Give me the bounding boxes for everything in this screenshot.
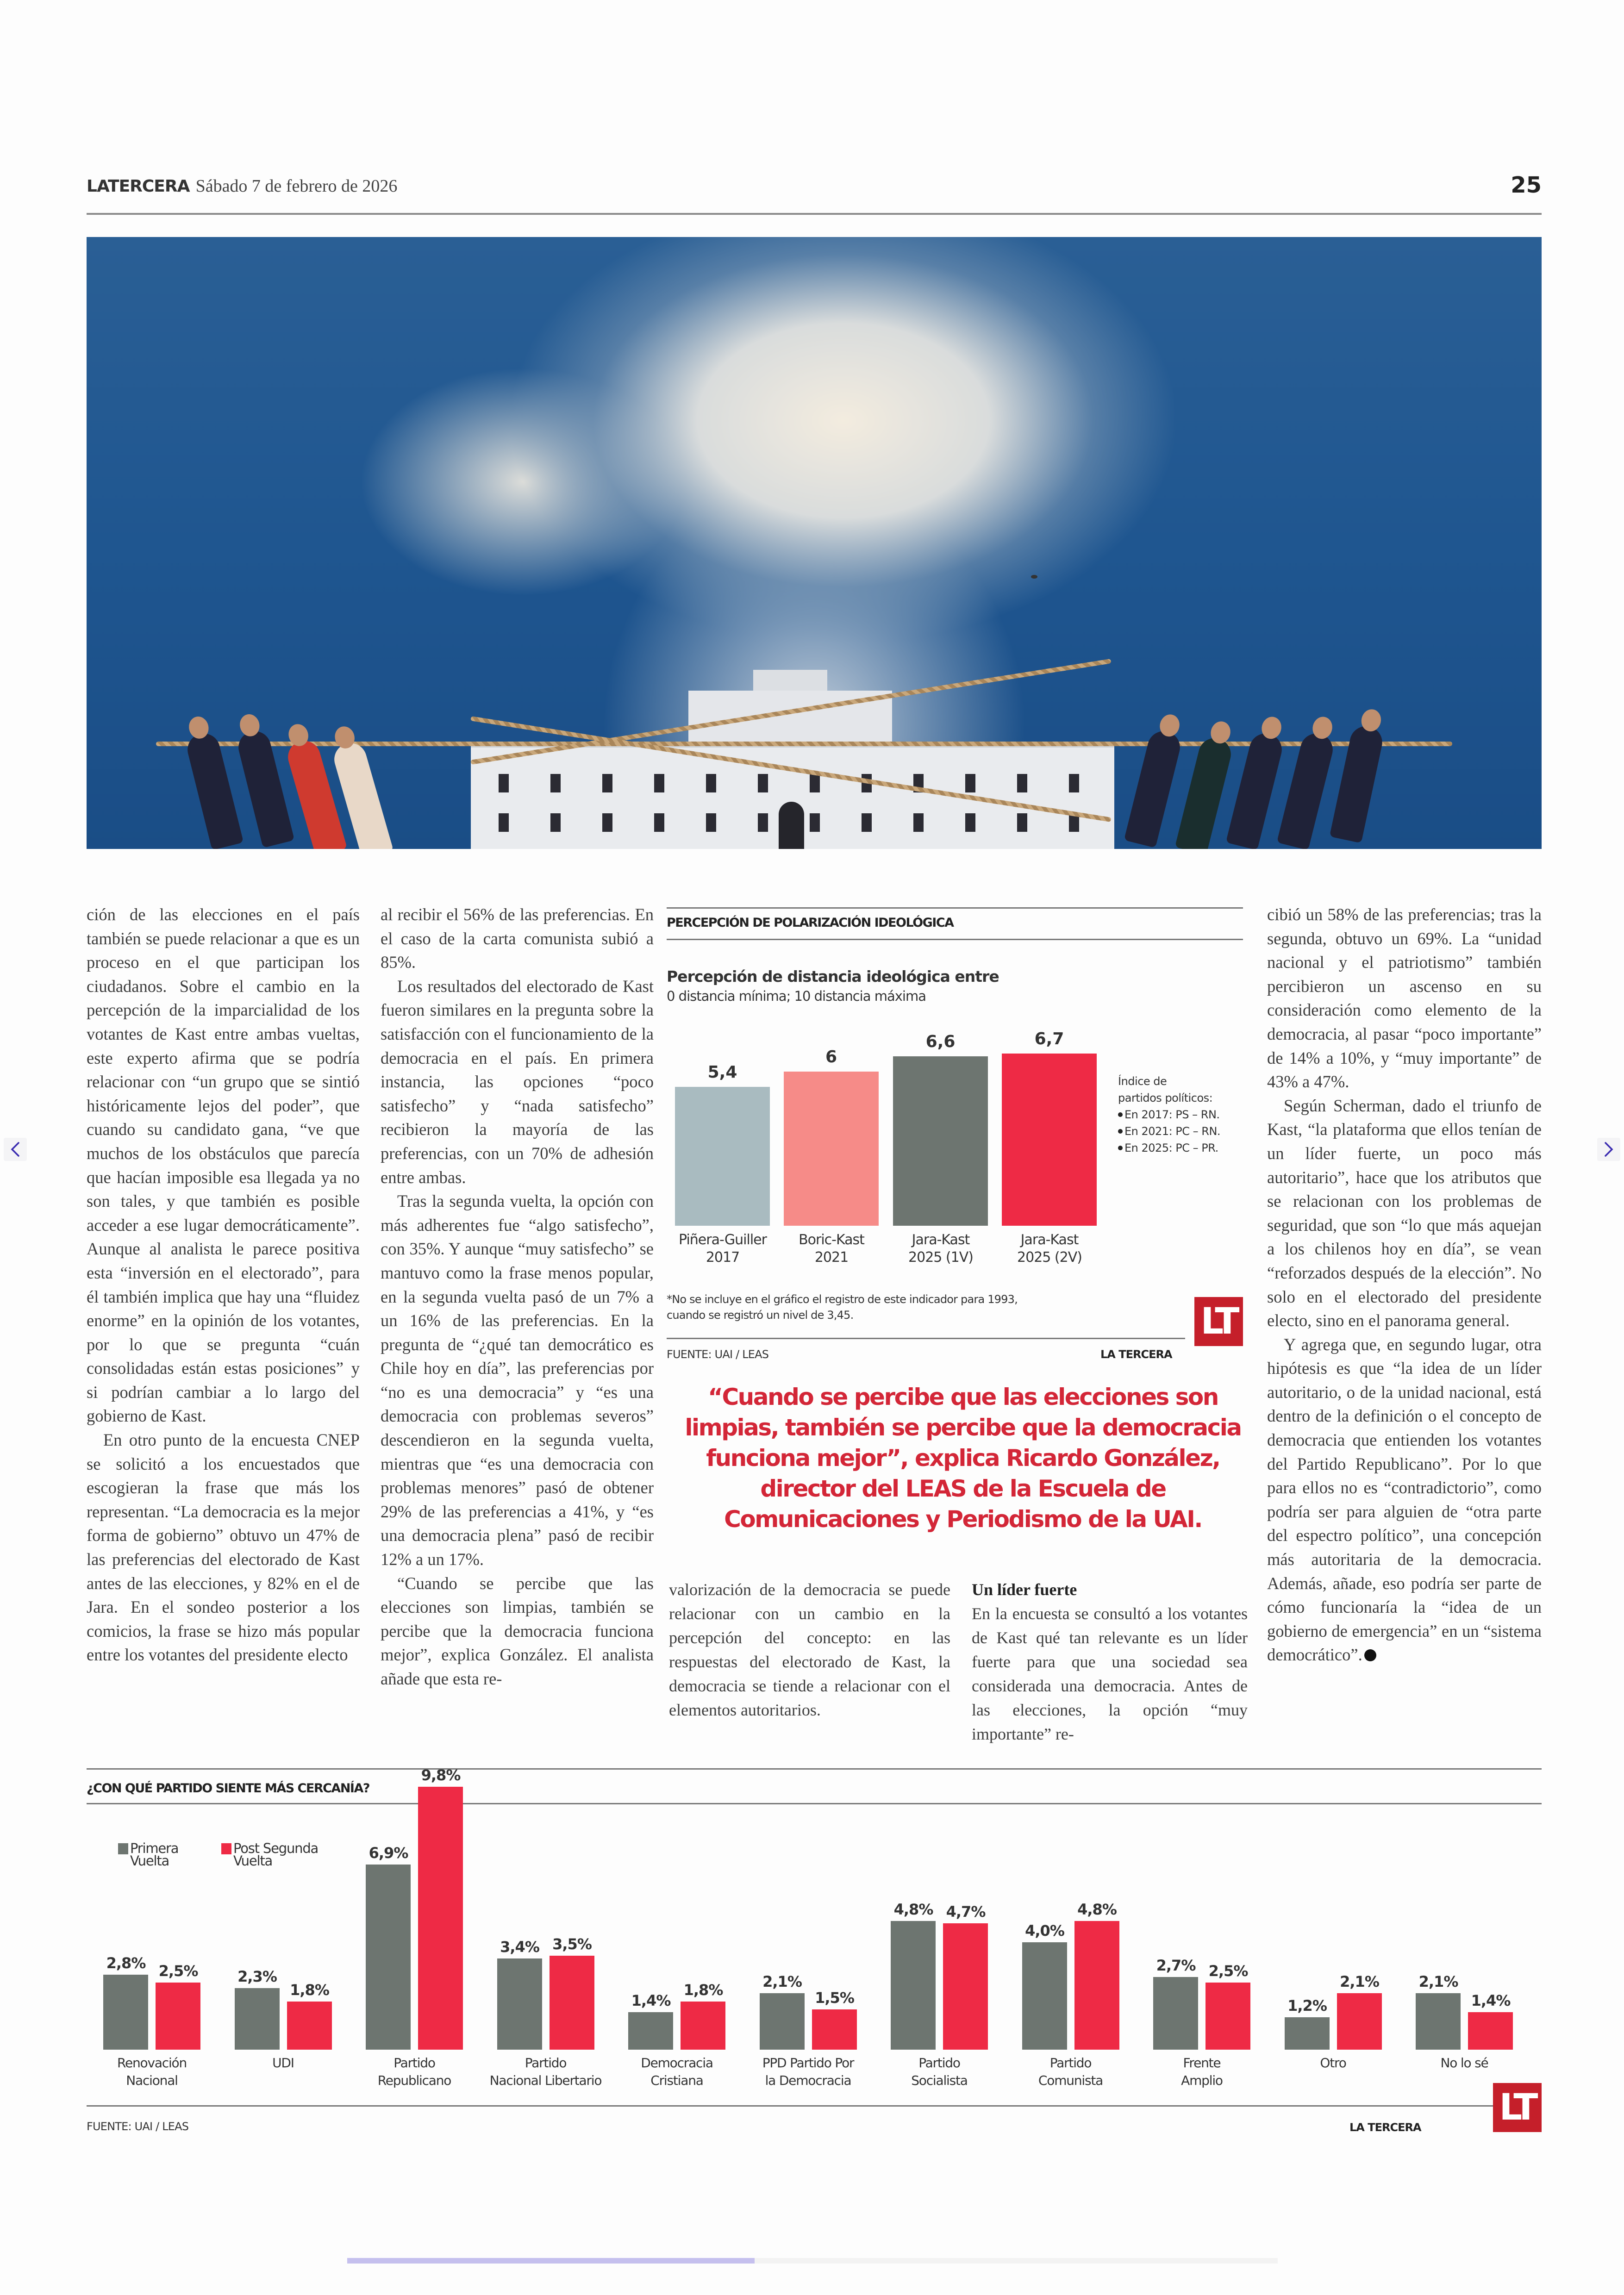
chart-title-rule: [667, 939, 1243, 940]
category-label: Partido Socialista: [911, 2055, 968, 2088]
page-number: 25: [1511, 172, 1542, 198]
article-paragraph: ción de las elecciones en el país también se puede relacionar a que es un proceso en el que participan los ciudadanos. Sobre el cambio en la percepción de la imparcialidad de los votantes de Kast entre ambas vueltas, este experto afirma que se podría relacionar con “un grupo que se sintió históricamente lejos del poder”, que cuando su candidato gana, “ve que muchos de los obstáculos que parecía que hacían imposible esa llegada ya no son tales, y que también es posible acceder a ese lugar democráticamente”. Aunque al analista le parece positiva esta “inversión en el electorado”, para él también implica que hay una “fluidez enorme” en la opinión de los votantes, por lo que se pregunta “cuán consolidadas están estas posiciones” y si podrían cambiar a lo largo del gobierno de Kast.: [87, 905, 360, 1426]
category-label: PPD Partido Por la Democracia: [762, 2055, 854, 2088]
legend-title-line: partidos políticos:: [1118, 1091, 1213, 1104]
category-label: No lo sé: [1440, 2055, 1488, 2070]
left-team: [198, 709, 457, 849]
bullet-icon: [1118, 1112, 1123, 1117]
bar-value-label: 2,5%: [1208, 1962, 1248, 1980]
section-subheading: Un líder fuerte: [972, 1580, 1077, 1599]
article-column-4: [972, 1578, 1248, 1746]
bar-primera-vuelta: [235, 1988, 280, 2050]
category-label: Renovación Nacional: [117, 2055, 187, 2088]
category-label: Partido Republicano: [377, 2055, 451, 2088]
chart-bar: [893, 1056, 988, 1226]
bar-post-segunda-vuelta: [418, 1787, 463, 2050]
article-paragraph: valorización de la democracia se puede relacionar con un cambio en la percepción del concepto: en las respuestas del electorado de Kast, la democracia se tiende a relacionar con el elementos autoritarios.: [669, 1580, 950, 1719]
hero-image: [87, 237, 1542, 849]
legend-swatch-gray: [118, 1843, 128, 1854]
chart-legend: [1118, 1073, 1220, 1156]
palace-dome: [753, 670, 827, 693]
bar-primera-vuelta: [628, 2012, 673, 2050]
bar-value-label: 9,8%: [421, 1766, 461, 1784]
bar-primera-vuelta: [103, 1975, 148, 2050]
bar-value-label: 3,5%: [552, 1935, 592, 1953]
next-page-button[interactable]: [1597, 1138, 1620, 1161]
bar-value-label: 6,7: [1034, 1029, 1064, 1048]
bar-post-segunda-vuelta: [1206, 1983, 1250, 2050]
article-paragraph: En la encuesta se consultó a los votantes de Kast qué tan relevante es un líder fuerte para que una sociedad sea considerada una democracia. Antes de las elecciones, la opción “muy importante” re-: [972, 1604, 1248, 1743]
bar-category-label: Jara-Kast 2025 (1V): [908, 1232, 973, 1266]
category-label: UDI: [272, 2055, 294, 2070]
bullet-icon: [1118, 1146, 1123, 1150]
chart-top-rule: [667, 907, 1243, 909]
legend-item: En 2021: PC – RN.: [1118, 1123, 1220, 1140]
polarization-chart: [667, 903, 1245, 1370]
chart-credit: LA TERCERA: [1100, 1348, 1172, 1361]
end-of-article-icon: [1364, 1649, 1376, 1661]
chart-top-rule: [87, 1768, 1542, 1770]
bar-post-segunda-vuelta: [1337, 1993, 1382, 2050]
bar-value-label: 6,9%: [369, 1844, 408, 1862]
category-label: Democracia Cristiana: [641, 2055, 713, 2088]
legend-swatch-red: [221, 1843, 231, 1854]
pull-quote: “Cuando se percibe que las elecciones son limpias, también se percibe que la democracia funciona mejor”, explica Ricardo González, director del LEAS de la Escuela de Comunicaciones y Periodismo de la UAI.: [685, 1384, 1241, 1533]
bar-value-label: 2,7%: [1156, 1957, 1196, 1974]
previous-page-button[interactable]: [4, 1138, 27, 1161]
palace-door: [779, 802, 804, 849]
bar-value-label: 2,1%: [1418, 1973, 1458, 1990]
legend-title-line: Índice de: [1118, 1075, 1167, 1088]
legend-item: En 2017: PS – RN.: [1118, 1106, 1220, 1123]
chart-scale-note: 0 distancia mínima; 10 distancia máxima: [667, 988, 926, 1004]
article-paragraph: En otro punto de la encuesta CNEP se solicitó a los encuestados que escogieran la frase que más los representan. “La democracia es la mejor forma de gobierno” obtuvo un 47% de las preferencias del electorado de Kast antes de las elecciones, y 82% en el de Jara. En el sondeo posterior a los comicios, la frase se hizo más popular entre los votantes del presidente electo: [87, 1430, 360, 1665]
bar-primera-vuelta: [891, 1921, 936, 2050]
bar-primera-vuelta: [1022, 1942, 1067, 2050]
bar-value-label: 1,4%: [1471, 1992, 1511, 2009]
chart-credit: LA TERCERA: [1349, 2121, 1421, 2134]
category-label: Frente Amplio: [1181, 2055, 1223, 2088]
bar-primera-vuelta: [1153, 1977, 1198, 2050]
la-tercera-logo: LT: [1493, 2083, 1542, 2132]
bar-primera-vuelta: [760, 1993, 805, 2050]
bar-value-label: 1,8%: [290, 1981, 329, 1999]
chart-bottom-rule: [667, 1338, 1185, 1339]
bar-value-label: 2,1%: [762, 1973, 802, 1990]
bar-value-label: 2,5%: [158, 1962, 198, 1980]
chevron-right-icon: [1603, 1141, 1615, 1158]
bar-post-segunda-vuelta: [1468, 2012, 1513, 2050]
article-paragraph: Los resultados del electorado de Kast fueron similares en la pregunta sobre la satisfacción con el funcionamiento de la democracia en el país. En primera instancia, las opciones “poco satisfecho” y “nada satisfecho” recibieron la mayoría de las preferencias, con un 70% de adhesión entre ambas.: [381, 976, 654, 1187]
bar-post-segunda-vuelta: [550, 1956, 594, 2050]
bar-category-label: Jara-Kast 2025 (2V): [1017, 1232, 1082, 1266]
article-column-5: [1267, 903, 1542, 1667]
horizontal-scrollbar[interactable]: [347, 2258, 1278, 2264]
chart-source: FUENTE: UAI / LEAS: [87, 2120, 189, 2133]
bar-value-label: 3,4%: [500, 1938, 539, 1956]
bar-value-label: 1,2%: [1287, 1997, 1327, 2014]
chart-bottom-rule: [87, 2105, 1499, 2107]
bar-post-segunda-vuelta: [681, 2002, 725, 2050]
bar-post-segunda-vuelta: [1074, 1921, 1119, 2050]
bar-post-segunda-vuelta: [156, 1983, 200, 2050]
bird-shape: [1031, 575, 1037, 579]
chart-bar: [784, 1072, 879, 1226]
article-column-2: [381, 903, 654, 1691]
bar-value-label: 6,6: [925, 1032, 956, 1051]
bar-value-label: 4,0%: [1025, 1922, 1064, 1940]
bar-primera-vuelta: [497, 1958, 542, 2050]
page-header: [87, 172, 1542, 213]
article-paragraph: Tras la segunda vuelta, la opción con más adherentes fue “algo satisfecho”, con 35%. Y aunque “muy satisfecho” se mantuvo como la frase menos popular, en la segunda vuelta pasó de un 7% a un 16% de las preferencias. En la pregunta de “¿qué tan democrático es Chile hoy en día”, las preferencias por “no es una democracia” y “es una democracia con problemas severos” descendieron en la segunda vuelta, mientras que “es una democracia con problemas menores” pasó de obtener 29% de las preferencias a 41%, y “es una democracia plena” pasó de recibir 12% a un 17%.: [381, 1191, 654, 1569]
bar-value-label: 1,8%: [683, 1981, 723, 1999]
chart-subtitle: Percepción de distancia ideológica entre: [667, 967, 999, 985]
article-paragraph: Según Scherman, dado el triunfo de Kast, “la plataforma que ellos tenían de un líder fuerte, un poco más autoritario”, hace que los atributos que se relacionan con los problemas de seguridad, que son “lo que más aquejan a los chilenos hoy en día”, se vean “reforzados después de la elección”. No solo en el electorado del presidente electo, sino en el panorama general.: [1267, 1096, 1542, 1330]
article-column-1: [87, 903, 360, 1667]
category-label: Partido Nacional Libertario: [489, 2055, 602, 2088]
bar-value-label: 1,5%: [815, 1989, 854, 2007]
chart-title-rule: [87, 1803, 1542, 1804]
palace-windows-row: [480, 774, 1105, 792]
bar-post-segunda-vuelta: [287, 2002, 332, 2050]
chevron-left-icon: [9, 1141, 21, 1158]
chart-footnote: *No se incluye en el gráfico el registro de este indicador para 1993, cuando se registró un nivel de 3,45.: [667, 1293, 1018, 1322]
bar-value-label: 4,8%: [1077, 1901, 1117, 1918]
bar-primera-vuelta: [1285, 2017, 1330, 2050]
category-label: Partido Comunista: [1038, 2055, 1103, 2088]
scrollbar-thumb[interactable]: [347, 2258, 755, 2264]
bar-post-segunda-vuelta: [943, 1923, 988, 2050]
bar-primera-vuelta: [1416, 1993, 1461, 2050]
article-paragraph: al recibir el 56% de las preferencias. En el caso de la carta comunista subió a 85%.: [381, 905, 654, 972]
la-tercera-logo: LT: [1194, 1297, 1243, 1346]
chart-bar: [675, 1087, 770, 1226]
article-paragraph: “Cuando se percibe que las elecciones son limpias, también se percibe que la democracia funciona mejor”, explica González. El analista añade que esta re-: [381, 1573, 654, 1688]
bar-value-label: 2,3%: [237, 1968, 277, 1985]
bullet-icon: [1118, 1129, 1123, 1134]
bar-post-segunda-vuelta: [812, 2009, 857, 2050]
bar-value-label: 2,1%: [1340, 1973, 1379, 1990]
article-paragraph: cibió un 58% de las preferencias; tras la segunda, obtuvo un 69%. La “unidad nacional y el patriotismo” también percibieron un ascenso en su consideración como elemento de la democracia, al pasar “poco importante” de 14% a 10%, y “muy importante” de 43% a 47%.: [1267, 905, 1542, 1091]
bar-value-label: 6: [825, 1048, 837, 1066]
bar-value-label: 5,4: [707, 1063, 737, 1082]
chart-title: ¿CON QUÉ PARTIDO SIENTE MÁS CERCANÍA?: [87, 1781, 370, 1796]
bar-value-label: 4,7%: [946, 1903, 986, 1921]
bar-value-label: 4,8%: [893, 1901, 933, 1918]
bar-category-label: Boric-Kast 2021: [799, 1232, 864, 1266]
bar-primera-vuelta: [366, 1865, 411, 2050]
chart-bar: [1002, 1054, 1097, 1226]
bar-value-label: 2,8%: [106, 1954, 146, 1972]
legend-item: En 2025: PC – PR.: [1118, 1140, 1220, 1156]
chart-source: FUENTE: UAI / LEAS: [667, 1348, 769, 1361]
publication-date: Sábado 7 de febrero de 2026: [195, 176, 398, 196]
chart-title: PERCEPCIÓN DE POLARIZACIÓN IDEOLÓGICA: [667, 916, 954, 930]
bar-value-label: 1,4%: [631, 1992, 671, 2009]
article-paragraph: Y agrega que, en segundo lugar, otra hipótesis es que “la idea de un líder autoritario, o de la unidad nacional, está dentro de la definición o el concepto de democracia que entienden los votantes del Partido Republicano”. Por lo que para ellos no es “contradictorio”, como podría ser para alguien de “otra parte del espectro político”, una concepción más autoritaria de la democracia. Además, añade, eso podría ser parte de cómo funcionaría la “idea de un gobierno de emergencia” en un “sistema democrático”.: [1267, 1335, 1542, 1665]
bar-category-label: Piñera-Guiller 2017: [679, 1232, 767, 1266]
right-team: [1137, 709, 1434, 849]
newspaper-brand: LATERCERA: [87, 177, 190, 196]
article-column-3: [669, 1578, 950, 1722]
category-label: Otro: [1320, 2055, 1346, 2070]
header-divider: [87, 213, 1542, 215]
